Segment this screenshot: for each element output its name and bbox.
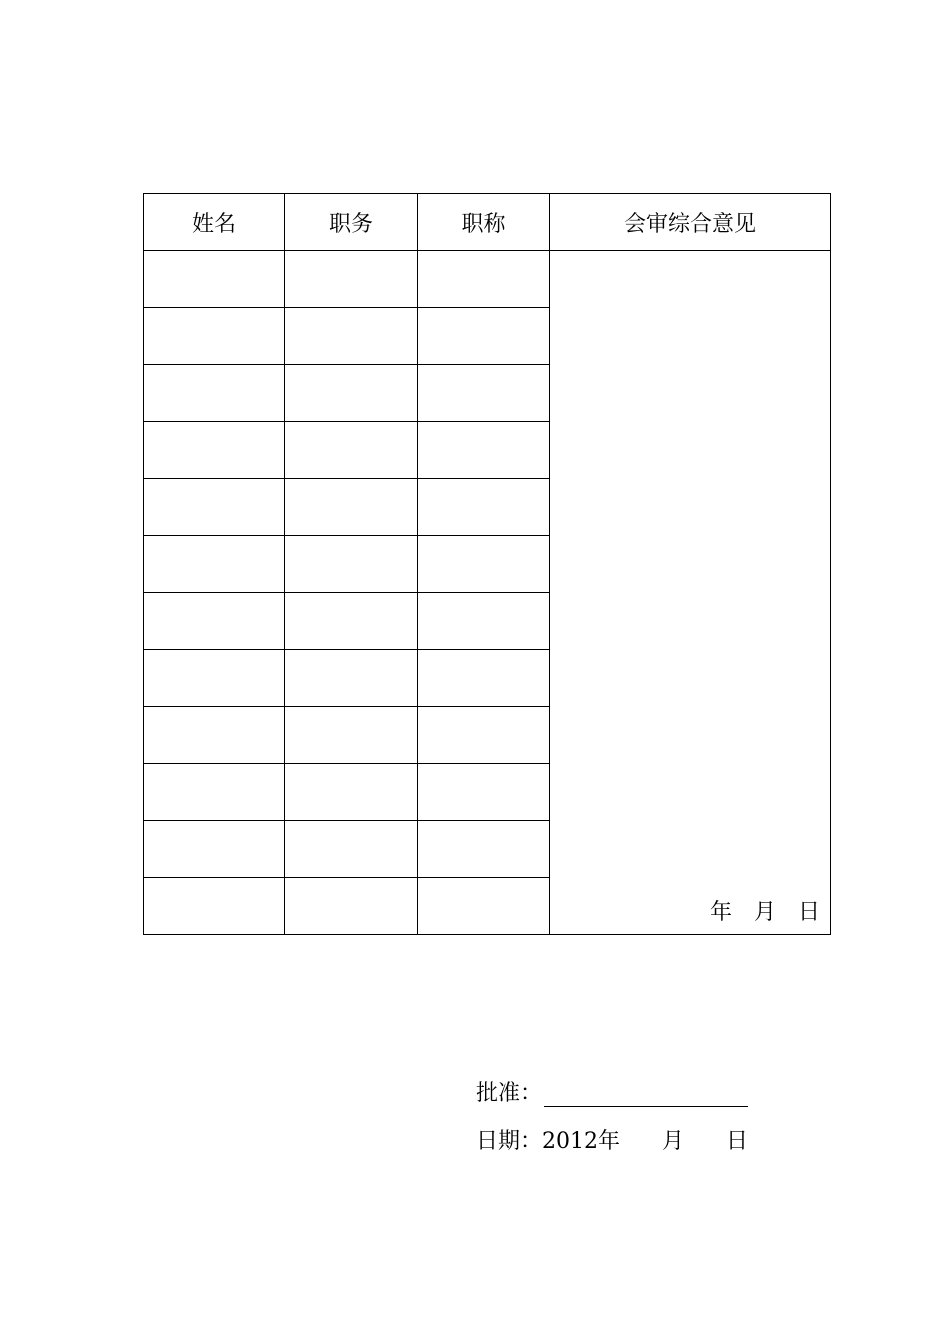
position-cell[interactable] — [285, 251, 418, 308]
name-cell[interactable] — [144, 308, 285, 365]
name-cell[interactable] — [144, 365, 285, 422]
approve-line — [476, 1076, 748, 1107]
opinion-cell[interactable] — [550, 251, 831, 935]
name-cell[interactable] — [144, 536, 285, 593]
name-cell[interactable] — [144, 878, 285, 935]
table-header-row — [144, 194, 831, 251]
title-cell[interactable] — [418, 479, 550, 536]
header-name: 姓名 — [144, 194, 285, 251]
title-cell[interactable] — [418, 308, 550, 365]
position-cell[interactable] — [285, 707, 418, 764]
position-cell[interactable] — [285, 365, 418, 422]
date-year: 2012 — [542, 1129, 599, 1154]
table-row — [144, 251, 831, 308]
position-cell[interactable] — [285, 821, 418, 878]
title-cell[interactable] — [418, 821, 550, 878]
review-table — [143, 193, 831, 935]
title-cell[interactable] — [418, 650, 550, 707]
position-cell[interactable] — [285, 536, 418, 593]
opinion-day-label: 日 — [797, 900, 820, 925]
name-cell[interactable] — [144, 251, 285, 308]
title-cell[interactable] — [418, 365, 550, 422]
position-cell[interactable] — [285, 308, 418, 365]
opinion-month-label: 月 — [753, 900, 776, 925]
date-label: 日期： — [476, 1129, 543, 1154]
title-cell[interactable] — [418, 251, 550, 308]
date-month-label: 月 — [662, 1129, 685, 1154]
title-cell[interactable] — [418, 764, 550, 821]
name-cell[interactable] — [144, 821, 285, 878]
position-cell[interactable] — [285, 764, 418, 821]
name-cell[interactable] — [144, 593, 285, 650]
date-year-label: 年 — [598, 1129, 621, 1154]
name-cell[interactable] — [144, 764, 285, 821]
title-cell[interactable] — [418, 878, 550, 935]
header-opinion: 会审综合意见 — [550, 194, 831, 251]
position-cell[interactable] — [285, 593, 418, 650]
title-cell[interactable] — [418, 707, 550, 764]
title-cell[interactable] — [418, 422, 550, 479]
position-cell[interactable] — [285, 878, 418, 935]
name-cell[interactable] — [144, 650, 285, 707]
date-day-label: 日 — [726, 1129, 749, 1154]
title-cell[interactable] — [418, 536, 550, 593]
position-cell[interactable] — [285, 479, 418, 536]
opinion-date — [710, 895, 820, 926]
approve-signature-field[interactable] — [544, 1080, 748, 1107]
position-cell[interactable] — [285, 422, 418, 479]
name-cell[interactable] — [144, 707, 285, 764]
date-line — [476, 1124, 748, 1155]
position-cell[interactable] — [285, 650, 418, 707]
header-title: 职称 — [418, 194, 550, 251]
opinion-year-label: 年 — [709, 900, 732, 925]
name-cell[interactable] — [144, 479, 285, 536]
header-position: 职务 — [285, 194, 418, 251]
title-cell[interactable] — [418, 593, 550, 650]
approve-label: 批准： — [476, 1081, 543, 1106]
name-cell[interactable] — [144, 422, 285, 479]
